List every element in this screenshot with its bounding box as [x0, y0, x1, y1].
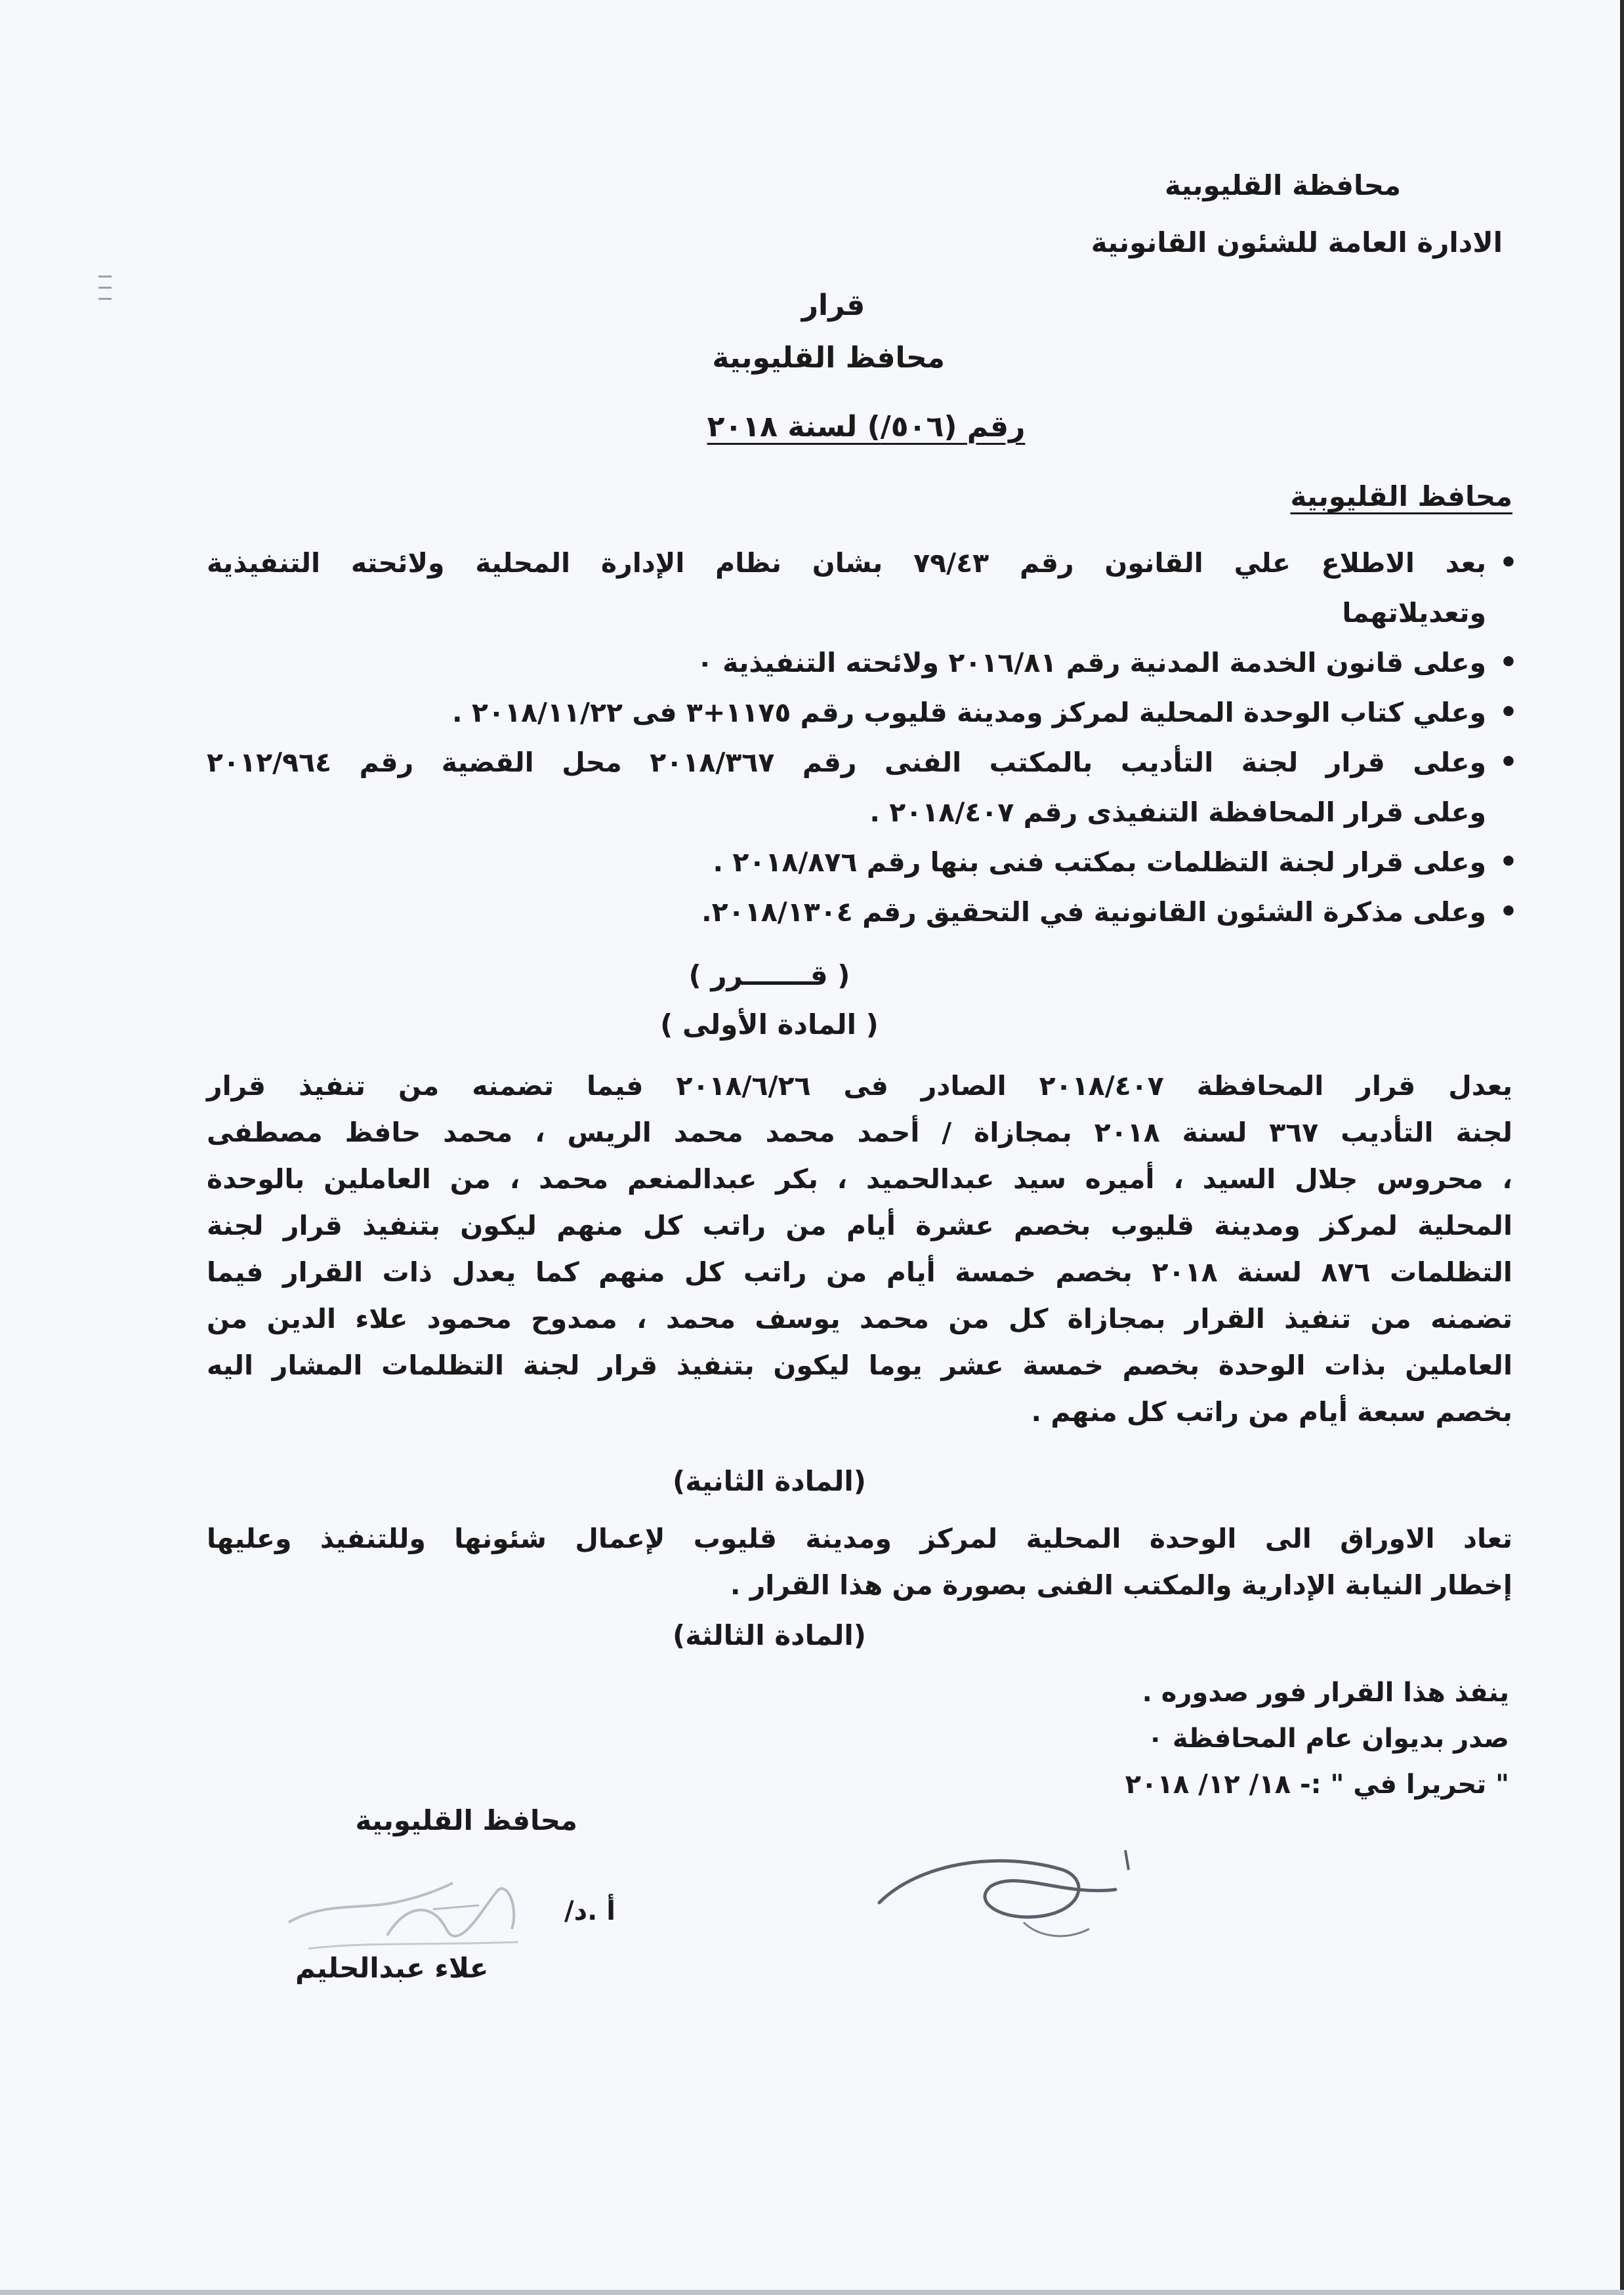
article1-line: التظلمات ٨٧٦ لسنة ٢٠١٨ بخصم خمسة أيام من راتب كل منهم كما يعدل ذات القرار فيما	[207, 1256, 1512, 1288]
article1-line: ، محروس جلال السيد ، أميره سيد عبدالحميد ، بكر عبدالمنعم محمد ، من العاملين بالوحدة	[207, 1163, 1512, 1195]
signature-block	[302, 1804, 577, 1836]
consideration-item	[207, 887, 1526, 937]
article1-line: بخصم سبعة أيام من راتب كل منهم .	[1031, 1396, 1512, 1428]
decision-number-value: ٥٠٦/	[880, 410, 944, 444]
consideration-line: وتعديلاتهما	[1342, 597, 1486, 629]
article1-body	[207, 1063, 1512, 1436]
considerations-list	[207, 538, 1526, 937]
scan-edge	[1620, 0, 1624, 2295]
article1-line: العاملين بذات الوحدة بخصم خمسة عشر يوما ليكون بتنفيذ قرار لجنة التظلمات المشار اليه	[207, 1350, 1512, 1381]
margin-marks	[98, 276, 112, 309]
decision-number-suffix: ) لسنة ٢٠١٨	[707, 410, 881, 444]
article2-line: تعاد الاوراق الى الوحدة المحلية لمركز ومدينة قليوب لإعمال شئونها وللتنفيذ وعليها	[207, 1523, 1512, 1554]
consideration-line: • وعلى قرار لجنة التأديب بالمكتب الفنى رقم ٢٠١٨/٣٦٧ محل القضية رقم ٢٠١٢/٩٦٤	[207, 747, 1487, 778]
preamble-heading: محافظ القليوبية	[1290, 480, 1512, 512]
article3-line: ينفذ هذا القرار فور صدوره .	[1142, 1678, 1509, 1708]
consideration-item	[207, 837, 1526, 887]
article2-body	[207, 1516, 1512, 1609]
header-governorate: محافظة القليوبية	[1165, 169, 1401, 201]
scan-edge-bottom	[0, 2290, 1624, 2295]
consideration-line: • وعلى قرار لجنة التظلمات بمكتب فنى بنها رقم ٢٠١٨/٨٧٦ .	[713, 846, 1486, 878]
decided-heading: ( قـــــــرر )	[688, 959, 850, 991]
article1-line: تضمنه من تنفيذ القرار بمجازاة كل من محمد يوسف محمد ، ممدوح محمود علاء الدين من	[207, 1303, 1512, 1334]
article3-body	[1125, 1670, 1509, 1808]
signature-title: محافظ القليوبية	[355, 1804, 577, 1836]
article1-line: يعدل قرار المحافظة ٢٠١٨/٤٠٧ الصادر فى ٢٠١٨/٦/٢٦ فيما تضمنه من تنفيذ قرار	[207, 1070, 1512, 1102]
consideration-line: وعلى قرار المحافظة التنفيذى رقم ٢٠١٨/٤٠٧ .	[869, 796, 1486, 828]
consideration-item	[207, 538, 1526, 638]
article1-line: المحلية لمركز ومدينة قليوب بخصم عشرة أيام من راتب كل منهم ليكون بتنفيذ قرار لجنة	[207, 1210, 1512, 1241]
consideration-item	[207, 688, 1526, 737]
article1-line: لجنة التأديب ٣٦٧ لسنة ٢٠١٨ بمجازاة / أحمد محمد محمد الريس ، محمد حافظ مصطفى	[207, 1117, 1513, 1148]
article3-line: " تحريرا في " :- ١٨/ ١٢/ ٢٠١٨	[1125, 1769, 1509, 1800]
article3-line: صدر بديوان عام المحافظة ٠	[1147, 1724, 1509, 1754]
handwritten-initials	[866, 1824, 1142, 1955]
consideration-item	[207, 737, 1526, 837]
consideration-item	[207, 638, 1526, 688]
decision-number-prefix: رقم (	[944, 410, 1026, 444]
article2-line: إخطار النيابة الإدارية والمكتب الفنى بصورة من هذا القرار .	[730, 1569, 1512, 1601]
decision-number	[669, 410, 1063, 444]
decision-title: قرار	[801, 289, 865, 322]
signature-name: علاء عبدالحليم	[295, 1952, 489, 1984]
header-department: الادارة العامة للشئون القانونية	[1091, 226, 1503, 258]
consideration-line: • وعلى مذكرة الشئون القانونية في التحقيق رقم ٢٠١٨/١٣٠٤.	[701, 896, 1486, 928]
consideration-line: • وعلي كتاب الوحدة المحلية لمركز ومدينة قليوب رقم ١١٧٥+٣ فى ٢٠١٨/١١/٢٢ .	[452, 697, 1486, 728]
article1-heading: ( المادة الأولى )	[660, 1008, 879, 1041]
article2-heading: (المادة الثانية)	[673, 1465, 866, 1497]
signature-prefix: أ .د/	[564, 1896, 615, 1926]
consideration-line: • بعد الاطلاع علي القانون رقم ٧٩/٤٣ بشان نظام الإدارة المحلية ولائحته التنفيذية	[207, 547, 1486, 579]
governor-title: محافظ القليوبية	[712, 341, 945, 375]
consideration-line: • وعلى قانون الخدمة المدنية رقم ٢٠١٦/٨١ ولائحته التنفيذية ٠	[696, 647, 1486, 678]
article3-heading: (المادة الثالثة)	[673, 1619, 866, 1651]
